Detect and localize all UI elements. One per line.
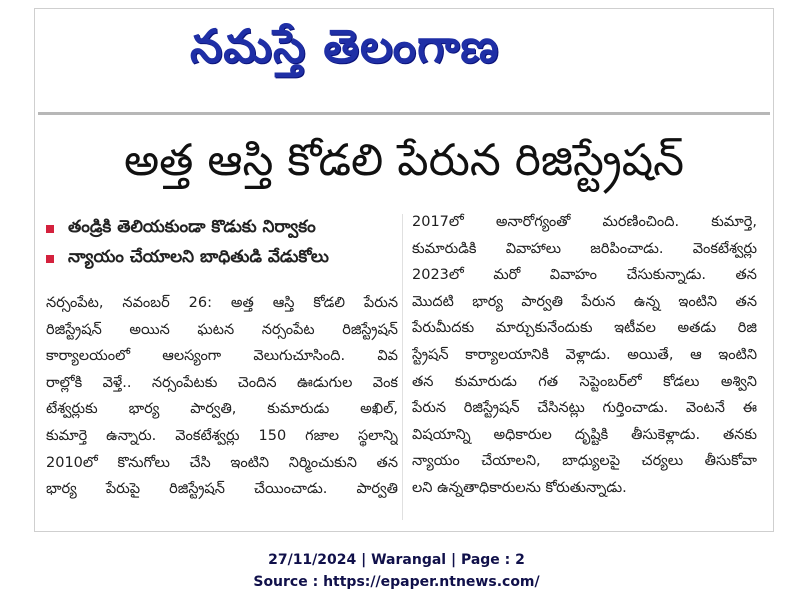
body-line: పేరున రిజిస్ట్రేషన్ చేసినట్లు గుర్తించాడు. వెంటనే ఈ	[412, 400, 757, 417]
body-line: తన కుమారుడు గత సెప్టెంబర్‌లో కోడలు అశ్విని	[412, 373, 757, 390]
article-left-column	[46, 290, 398, 503]
bullet-item	[46, 214, 406, 244]
body-line: భార్య పేరుపై రిజిస్ట్రేషన్ చేయించాడు. పార్వతి	[46, 481, 398, 498]
body-line: పేరుమీదకు మార్చుకునేందుకు ఇటీవల అతడు రిజి	[412, 320, 757, 337]
bullet-item	[46, 244, 406, 274]
bullet-marker-icon	[46, 255, 54, 263]
body-line: 2017లో అనారోగ్యంతో మరణించింది. కుమార్తె,	[412, 214, 757, 230]
subheading-bullets	[46, 214, 406, 274]
bullet-text: న్యాయం చేయాలని బాధితుడి వేడుకోలు	[68, 247, 329, 267]
column-divider	[402, 214, 403, 520]
bullet-marker-icon	[46, 225, 54, 233]
body-line: రాల్లోకి వెళ్తే.. నర్సంపేటకు చెందిన ఊడుగుల వెంక	[46, 374, 398, 391]
newspaper-masthead: నమస్తే తెలంగాణ	[190, 19, 500, 73]
body-line: 2010లో కొనుగోలు చేసి ఇంటిని నిర్మించుకుని తన	[46, 454, 398, 471]
body-line: 2023లో మరో వివాహం చేసుకున్నాడు. తన	[412, 267, 757, 284]
footer-edition-info: 27/11/2024 | Warangal | Page : 2	[268, 552, 525, 568]
headline-rule	[38, 112, 770, 115]
body-line: నర్సంపేట, నవంబర్ 26: అత్త ఆస్తి కోడలి పేరున	[46, 295, 398, 311]
body-line: టేశ్వర్లుకు భార్య పార్వతి, కుమారుడు అఖిల్,	[46, 401, 398, 418]
body-line: కుమార్తె ఉన్నారు. వెంకటేశ్వర్లు 150 గజాల స్థలాన్ని	[46, 427, 398, 444]
body-line: స్ట్రేషన్ కార్యాలయానికి వెళ్లాడు. అయితే, ఆ ఇంటిని	[412, 346, 757, 363]
article-right-column	[412, 209, 757, 502]
article-headline: అత్త ఆస్తి కోడలి పేరున రిజిస్ట్రేషన్	[123, 135, 684, 186]
body-line: న్యాయం చేయాలని, బాధ్యులపై చర్యలు తీసుకోవా	[412, 453, 757, 470]
bullet-text: తండ్రికి తెలియకుండా కొడుకు నిర్వాకం	[68, 217, 316, 237]
body-line: కుమారుడికి వివాహాలు జరిపించాడు. వెంకటేశ్వర్లు	[412, 240, 757, 257]
body-line: మొదటి భార్య పార్వతి పేరున ఉన్న ఇంటిని తన	[412, 293, 757, 310]
body-line: కార్యాలయంలో ఆలస్యంగా వెలుగుచూసింది. వివ	[46, 348, 398, 365]
body-line: లని ఉన్నతాధికారులను కోరుతున్నాడు.	[412, 479, 627, 496]
body-line: రిజిస్ట్రేషన్ అయిన ఘటన నర్సంపేట రిజిస్ట్రేషన్	[46, 321, 398, 338]
footer-source-link[interactable]: Source : https://epaper.ntnews.com/	[253, 574, 540, 590]
body-line: విషయాన్ని అధికారుల దృష్టికి తీసుకెళ్లాడు. తనకు	[412, 426, 757, 443]
